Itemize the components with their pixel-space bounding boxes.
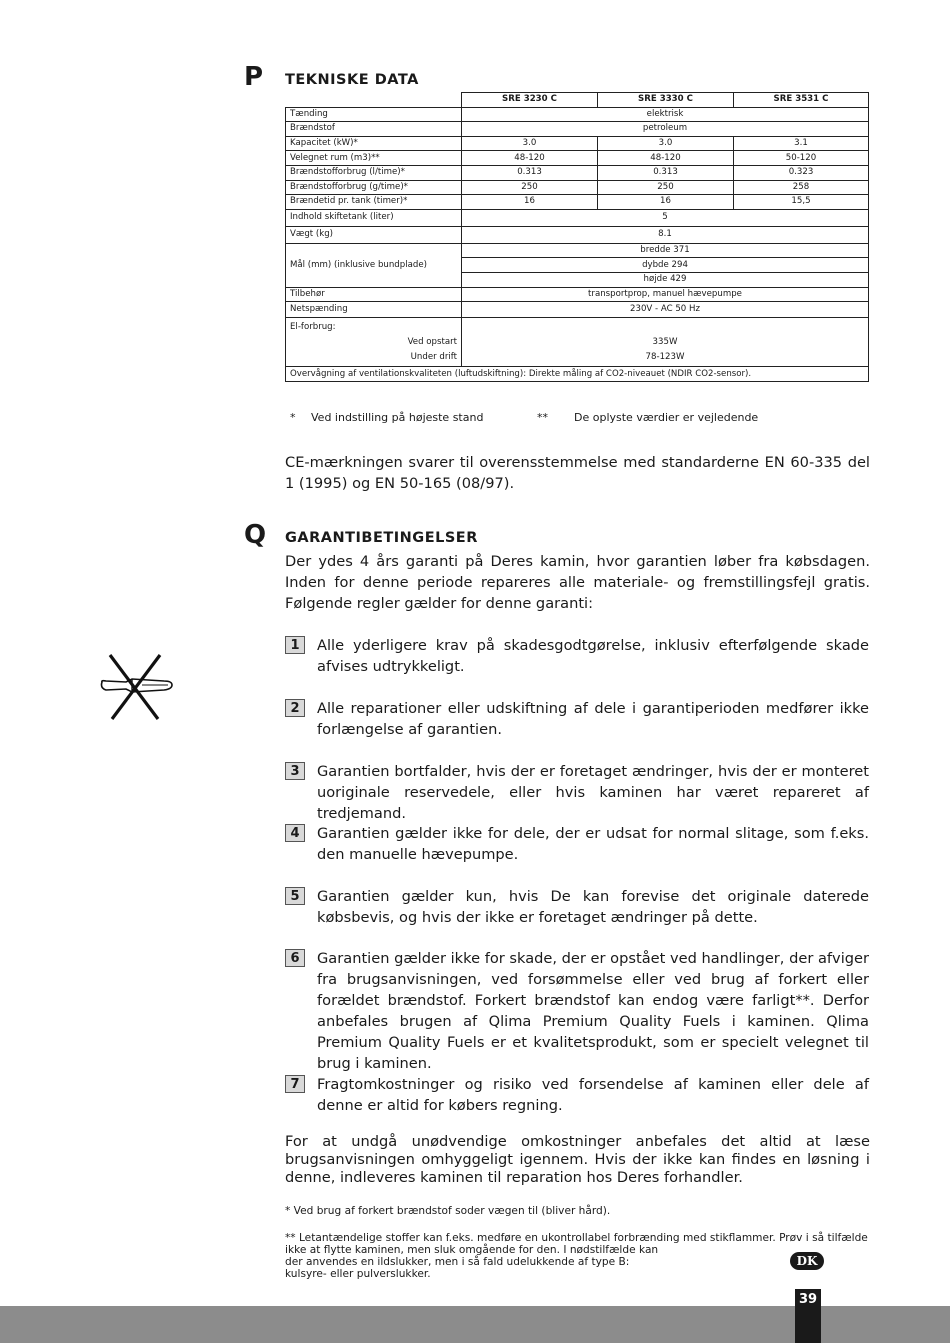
item-number: 4	[285, 824, 305, 842]
row-value: 16	[462, 195, 598, 210]
section-letter-q: Q	[244, 520, 267, 550]
table-row	[286, 195, 869, 210]
row-value: 48-120	[462, 151, 598, 166]
model-header: SRE 3230 C	[462, 93, 598, 108]
note-double-star-line: ** Letantændelige stoffer kan f.eks. medføre en ukontrollabel forbrænding med stikflammer. Prøv i så tilfælde	[285, 1232, 868, 1244]
footnote-text: Ved indstilling på højeste stand	[311, 411, 484, 424]
row-value: 250	[598, 180, 734, 195]
row-label: Vægt (kg)	[286, 226, 462, 243]
row-value: 5	[462, 209, 869, 226]
dimension-width: bredde 371	[462, 243, 869, 258]
page-number: 39	[798, 1292, 818, 1307]
row-value: transportprop, manuel hævepumpe	[462, 287, 869, 302]
row-label: Indhold skiftetank (liter)	[286, 209, 462, 226]
table-row	[286, 209, 869, 226]
row-label: Velegnet rum (m3)**	[286, 151, 462, 166]
table-row	[286, 367, 869, 382]
power-label: El-forbrug:	[290, 322, 336, 333]
footnote-text: De oplyste værdier er vejledende	[574, 411, 759, 424]
row-label: Brændstof	[286, 122, 462, 137]
note-double-star-line: der anvendes en ildslukker, men i så fald udelukkende af type B:	[285, 1256, 630, 1268]
row-label: Kapacitet (kW)*	[286, 136, 462, 151]
footnote-mark: *	[290, 411, 296, 424]
section-title-tekniske-data: TEKNISKE DATA	[285, 72, 419, 88]
section-letter-p: P	[244, 62, 264, 92]
item-number: 1	[285, 636, 305, 654]
table-row	[286, 151, 869, 166]
row-label: Brændetid pr. tank (timer)*	[286, 195, 462, 210]
table-row	[286, 302, 869, 318]
row-value: 15,5	[734, 195, 869, 210]
warranty-intro: Der ydes 4 års garanti på Deres kamin, hvor garantien løber fra købsdagen. Inden for denne periode repareres alle materiale- og fremstillingsfejl gratis. Følgende regler gælder for denne garanti:	[285, 553, 870, 612]
row-value: 3.0	[598, 136, 734, 151]
note-double-star-line: ikke at flytte kaminen, men sluk omgående for den. I nødstilfælde kan	[285, 1244, 659, 1256]
dimension-depth: dybde 294	[462, 258, 869, 273]
table-row	[286, 243, 869, 258]
item-text: Garantien bortfalder, hvis der er foretaget ændringer, hvis der er monteret uoriginale reservedele, eller hvis kaminen har været repareret af tredjemand.	[317, 763, 869, 822]
item-number: 3	[285, 762, 305, 780]
row-label: Brændstofforbrug (l/time)*	[286, 165, 462, 180]
item-number: 5	[285, 887, 305, 905]
model-header: SRE 3330 C	[598, 93, 734, 108]
table-row	[286, 107, 869, 122]
ventilation-row: Overvågning af ventilationskvaliteten (luftudskiftning): Direkte måling af CO2-niveauet (NDIR CO2-sensor).	[286, 367, 869, 382]
row-label: Brændstofforbrug (g/time)*	[286, 180, 462, 195]
row-value: 50-120	[734, 151, 869, 166]
row-value: elektrisk	[462, 107, 869, 122]
table-header-row	[286, 93, 869, 108]
row-value: 0.313	[462, 165, 598, 180]
item-text: Alle yderligere krav på skadesgodtgørelse, inklusiv efterfølgende skade afvises udtrykkeligt.	[317, 637, 869, 675]
table-row	[286, 318, 869, 367]
row-value: 3.0	[462, 136, 598, 151]
technical-data-table	[285, 92, 869, 382]
item-text: Garantien gælder ikke for dele, der er udsat for normal slitage, som f.eks. den manuelle hævepumpe.	[317, 825, 869, 863]
row-value: 48-120	[598, 151, 734, 166]
item-text: Fragtomkostninger og risiko ved forsendelse af kaminen eller dele af denne er altid for købers regning.	[317, 1076, 869, 1114]
note-double-star-line: kulsyre- eller pulverslukker.	[285, 1268, 431, 1280]
item-text: Alle reparationer eller udskiftning af dele i garantiperioden medfører ikke forlængelse af garantien.	[317, 700, 869, 738]
closing-paragraph: For at undgå unødvendige omkostninger anbefales det altid at læse brugsanvisningen omhyggeligt igennem. Hvis der ikke kan findes en løsning i denne, indleveres kaminen til reparation hos Deres forhandler.	[285, 1133, 870, 1186]
row-label: Tilbehør	[286, 287, 462, 302]
row-value: 230V - AC 50 Hz	[462, 302, 869, 318]
model-header: SRE 3531 C	[734, 93, 869, 108]
dimension-height: højde 429	[462, 272, 869, 287]
row-value: 16	[598, 195, 734, 210]
section-title-garantibetingelser: GARANTIBETINGELSER	[285, 530, 478, 546]
language-badge: DK	[790, 1252, 824, 1270]
row-value: 0.323	[734, 165, 869, 180]
table-row	[286, 165, 869, 180]
power-running-label: Under drift	[410, 352, 457, 363]
no-screwdriver-icon	[98, 652, 176, 722]
row-value: 258	[734, 180, 869, 195]
power-cell	[286, 318, 462, 367]
row-label: Tænding	[286, 107, 462, 122]
item-number: 2	[285, 699, 305, 717]
row-label: Mål (mm) (inklusive bundplade)	[286, 243, 462, 287]
table-row	[286, 136, 869, 151]
footnote-mark: **	[537, 411, 548, 424]
ce-marking-text: CE-mærkningen svarer til overensstemmelse med standarderne EN 60-335 del 1 (1995) og EN 50-165 (08/97).	[285, 454, 870, 492]
item-number: 6	[285, 949, 305, 967]
power-values-cell	[462, 318, 869, 367]
table-row	[286, 122, 869, 137]
table-row	[286, 226, 869, 243]
item-text: Garantien gælder ikke for skade, der er opstået ved handlinger, der afviger fra brugsanvisningen, ved forsømmelse eller ved brug af forkert eller forældet brændstof. Forkert brændstof kan endog være farligt**. Derfor anbefales brugen af Qlima Premium Quality Fuels i kaminen. Qlima Premium Quality Fuels er et kvalitetsprodukt, som er specielt velegnet til brug i kaminen.	[317, 950, 869, 1072]
table-row	[286, 180, 869, 195]
row-value: 3.1	[734, 136, 869, 151]
table-row	[286, 287, 869, 302]
power-startup-label: Ved opstart	[407, 337, 457, 348]
row-value: petroleum	[462, 122, 869, 137]
power-startup-value: 335W	[652, 337, 678, 348]
item-text: Garantien gælder kun, hvis De kan forevise det originale daterede købsbevis, og hvis der ikke er foretaget ændringer på dette.	[317, 888, 869, 926]
note-star: * Ved brug af forkert brændstof soder vægen til (bliver hård).	[285, 1205, 611, 1217]
power-running-value: 78-123W	[645, 352, 685, 363]
row-label: Netspænding	[286, 302, 462, 318]
row-value: 8.1	[462, 226, 869, 243]
row-value: 250	[462, 180, 598, 195]
item-number: 7	[285, 1075, 305, 1093]
row-value: 0.313	[598, 165, 734, 180]
